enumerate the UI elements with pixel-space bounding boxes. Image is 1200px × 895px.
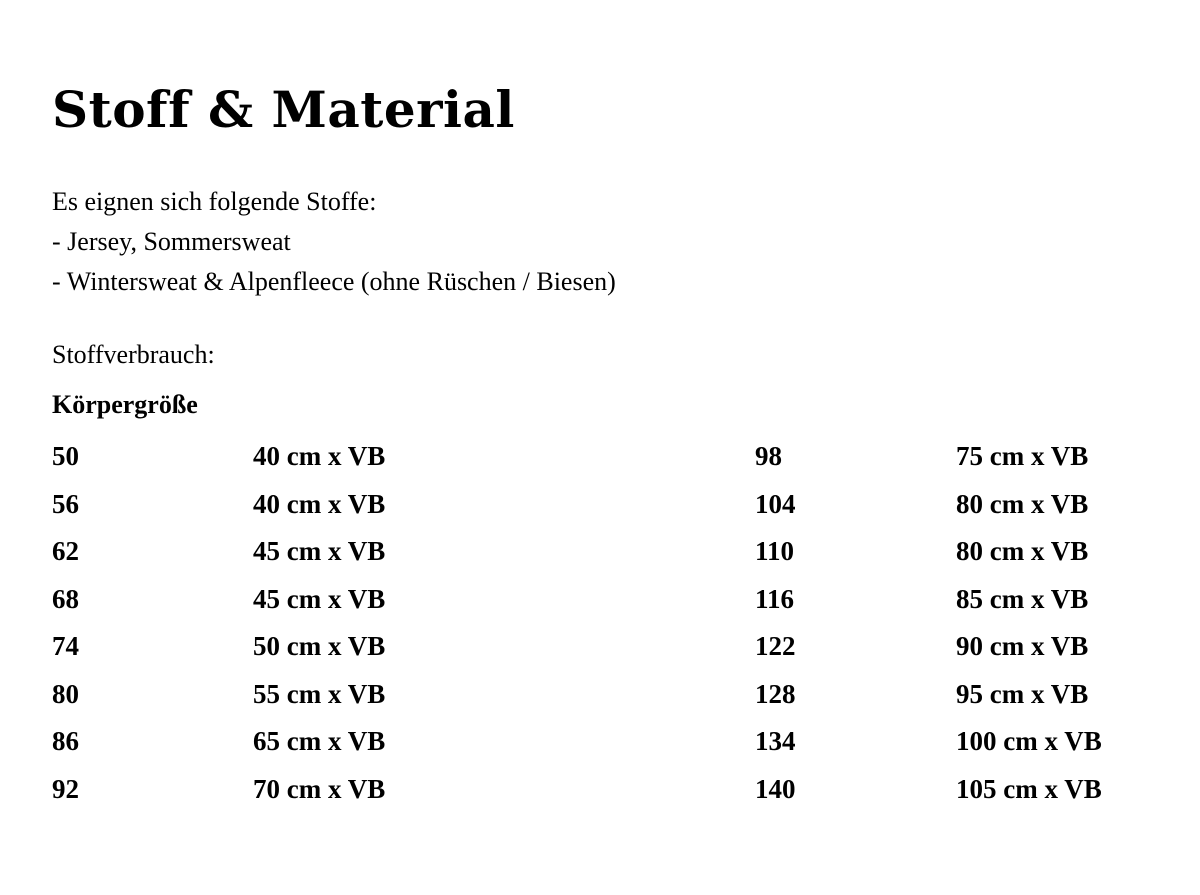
table-row: [0, 436, 1200, 484]
size-cell: 104: [755, 488, 796, 519]
size-cell: 122: [755, 631, 796, 661]
size-cell: 62: [52, 536, 79, 566]
amount-cell: 80 cm x VB: [956, 488, 1089, 519]
amount-cell: 50 cm x VB: [253, 631, 386, 661]
amount-cell: 55 cm x VB: [253, 678, 386, 709]
fabric-intro-heading: Es eignen sich folgende Stoffe:: [52, 187, 377, 216]
amount-cell: 100 cm x VB: [956, 726, 1102, 756]
size-cell: 134: [755, 726, 796, 756]
table-row: [0, 769, 1200, 817]
fabric-list-item: - Wintersweat & Alpenfleece (ohne Rüschen / Biesen): [52, 267, 616, 296]
size-cell: 116: [755, 583, 795, 614]
table-row: [0, 674, 1200, 722]
amount-cell: 40 cm x VB: [253, 441, 386, 471]
fabric-usage-table: [0, 436, 1200, 816]
amount-cell: 95 cm x VB: [956, 678, 1089, 709]
amount-cell: 40 cm x VB: [253, 488, 386, 519]
size-cell: 128: [755, 678, 796, 709]
amount-cell: 85 cm x VB: [956, 583, 1089, 614]
page-title: Stoff & Material: [52, 80, 515, 139]
size-cell: 92: [52, 773, 79, 804]
amount-cell: 80 cm x VB: [956, 536, 1089, 566]
amount-cell: 75 cm x VB: [956, 441, 1089, 471]
size-cell: 68: [52, 583, 79, 614]
table-row: [0, 484, 1200, 532]
fabric-intro: [52, 182, 616, 302]
size-cell: 74: [52, 631, 79, 661]
size-cell: 140: [755, 773, 796, 804]
table-row: [0, 579, 1200, 627]
size-cell: 80: [52, 678, 79, 709]
table-row: [0, 721, 1200, 769]
amount-cell: 65 cm x VB: [253, 726, 386, 756]
amount-cell: 45 cm x VB: [253, 583, 386, 614]
table-row: [0, 531, 1200, 579]
amount-cell: 105 cm x VB: [956, 773, 1102, 804]
size-cell: 86: [52, 726, 79, 756]
size-cell: 110: [755, 536, 795, 566]
amount-cell: 70 cm x VB: [253, 773, 386, 804]
amount-cell: 45 cm x VB: [253, 536, 386, 566]
size-cell: 50: [52, 441, 79, 471]
fabric-usage-label: Stoffverbrauch:: [52, 340, 215, 369]
table-row: [0, 626, 1200, 674]
size-cell: 56: [52, 488, 79, 519]
body-size-header: Körpergröße: [52, 390, 198, 419]
size-cell: 98: [755, 441, 782, 471]
fabric-list-item: - Jersey, Sommersweat: [52, 227, 291, 256]
amount-cell: 90 cm x VB: [956, 631, 1089, 661]
